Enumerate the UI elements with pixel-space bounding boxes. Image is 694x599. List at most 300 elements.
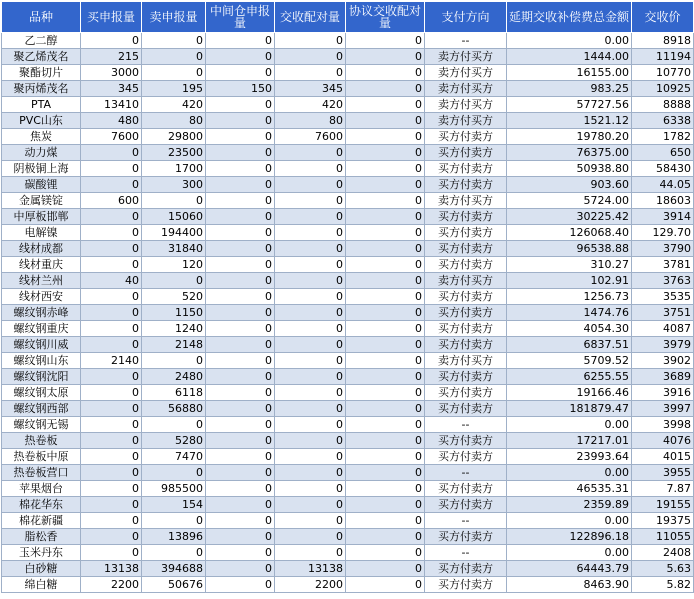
cell-buy-declared: 0 — [81, 385, 142, 401]
cell-sell-declared: 6118 — [142, 385, 206, 401]
cell-buy-declared: 0 — [81, 465, 142, 481]
cell-payment-direction: 买方付卖方 — [425, 561, 507, 577]
cell-matched: 0 — [275, 481, 346, 497]
cell-variety: 线材重庆 — [2, 257, 81, 273]
cell-delivery-price: 5.63 — [632, 561, 694, 577]
cell-intermediate-declared: 0 — [206, 449, 275, 465]
cell-matched: 0 — [275, 257, 346, 273]
cell-variety: 线材兰州 — [2, 273, 81, 289]
col-header-sell-declared: 卖申报量 — [142, 2, 206, 33]
cell-payment-direction: 买方付卖方 — [425, 433, 507, 449]
cell-sell-declared: 0 — [142, 465, 206, 481]
cell-payment-direction: 买方付卖方 — [425, 257, 507, 273]
table-row — [2, 305, 694, 321]
col-header-compensation-total: 延期交收补偿费总金额 — [507, 2, 632, 33]
cell-sell-declared: 0 — [142, 193, 206, 209]
table-row — [2, 177, 694, 193]
cell-variety: 线材成都 — [2, 241, 81, 257]
cell-buy-declared: 0 — [81, 529, 142, 545]
cell-sell-declared: 985500 — [142, 481, 206, 497]
cell-payment-direction: 买方付卖方 — [425, 241, 507, 257]
cell-intermediate-declared: 0 — [206, 513, 275, 529]
cell-matched: 345 — [275, 81, 346, 97]
cell-agreement-matched: 0 — [346, 241, 425, 257]
cell-delivery-price: 3902 — [632, 353, 694, 369]
cell-intermediate-declared: 0 — [206, 177, 275, 193]
cell-compensation-total: 0.00 — [507, 33, 632, 49]
cell-delivery-price: 58430 — [632, 161, 694, 177]
cell-delivery-price: 3689 — [632, 369, 694, 385]
cell-buy-declared: 0 — [81, 497, 142, 513]
cell-matched: 0 — [275, 145, 346, 161]
cell-matched: 0 — [275, 433, 346, 449]
table-row — [2, 289, 694, 305]
table-row — [2, 321, 694, 337]
table-row — [2, 33, 694, 49]
cell-compensation-total: 1521.12 — [507, 113, 632, 129]
cell-payment-direction: 买方付卖方 — [425, 209, 507, 225]
cell-agreement-matched: 0 — [346, 305, 425, 321]
cell-agreement-matched: 0 — [346, 161, 425, 177]
cell-matched: 0 — [275, 177, 346, 193]
cell-agreement-matched: 0 — [346, 561, 425, 577]
cell-variety: 螺纹钢无锡 — [2, 417, 81, 433]
cell-compensation-total: 64443.79 — [507, 561, 632, 577]
cell-compensation-total: 6837.51 — [507, 337, 632, 353]
cell-agreement-matched: 0 — [346, 273, 425, 289]
cell-agreement-matched: 0 — [346, 577, 425, 593]
cell-sell-declared: 1240 — [142, 321, 206, 337]
cell-buy-declared: 0 — [81, 33, 142, 49]
cell-delivery-price: 4015 — [632, 449, 694, 465]
cell-agreement-matched: 0 — [346, 289, 425, 305]
cell-intermediate-declared: 0 — [206, 161, 275, 177]
cell-intermediate-declared: 0 — [206, 385, 275, 401]
cell-compensation-total: 122896.18 — [507, 529, 632, 545]
cell-matched: 0 — [275, 321, 346, 337]
cell-payment-direction: 买方付卖方 — [425, 321, 507, 337]
table-row — [2, 417, 694, 433]
cell-delivery-price: 650 — [632, 145, 694, 161]
cell-variety: 螺纹钢西部 — [2, 401, 81, 417]
cell-sell-declared: 0 — [142, 65, 206, 81]
cell-buy-declared: 0 — [81, 289, 142, 305]
cell-matched: 0 — [275, 353, 346, 369]
cell-agreement-matched: 0 — [346, 81, 425, 97]
cell-buy-declared: 0 — [81, 337, 142, 353]
col-header-intermediate-declared: 中间仓申报量 — [206, 2, 275, 33]
cell-compensation-total: 8463.90 — [507, 577, 632, 593]
cell-payment-direction: 买方付卖方 — [425, 401, 507, 417]
cell-variety: 绵白糖 — [2, 577, 81, 593]
cell-agreement-matched: 0 — [346, 481, 425, 497]
cell-matched: 0 — [275, 193, 346, 209]
cell-delivery-price: 1782 — [632, 129, 694, 145]
cell-matched: 0 — [275, 369, 346, 385]
cell-payment-direction: 买方付卖方 — [425, 305, 507, 321]
table-row — [2, 529, 694, 545]
cell-buy-declared: 3000 — [81, 65, 142, 81]
cell-variety: 热卷板营口 — [2, 465, 81, 481]
cell-payment-direction: 卖方付买方 — [425, 97, 507, 113]
table-row — [2, 561, 694, 577]
cell-delivery-price: 44.05 — [632, 177, 694, 193]
cell-delivery-price: 3914 — [632, 209, 694, 225]
cell-intermediate-declared: 0 — [206, 545, 275, 561]
cell-compensation-total: 126068.40 — [507, 225, 632, 241]
cell-buy-declared: 40 — [81, 273, 142, 289]
cell-sell-declared: 23500 — [142, 145, 206, 161]
cell-intermediate-declared: 0 — [206, 353, 275, 369]
cell-sell-declared: 154 — [142, 497, 206, 513]
cell-compensation-total: 46535.31 — [507, 481, 632, 497]
cell-sell-declared: 420 — [142, 97, 206, 113]
cell-buy-declared: 0 — [81, 513, 142, 529]
cell-intermediate-declared: 0 — [206, 113, 275, 129]
cell-sell-declared: 7470 — [142, 449, 206, 465]
cell-intermediate-declared: 0 — [206, 97, 275, 113]
col-header-variety: 品种 — [2, 2, 81, 33]
cell-payment-direction: -- — [425, 33, 507, 49]
cell-sell-declared: 5280 — [142, 433, 206, 449]
cell-sell-declared: 50676 — [142, 577, 206, 593]
cell-agreement-matched: 0 — [346, 545, 425, 561]
cell-compensation-total: 310.27 — [507, 257, 632, 273]
table-row — [2, 385, 694, 401]
table-row — [2, 273, 694, 289]
header-row — [2, 2, 694, 33]
cell-payment-direction: 买方付卖方 — [425, 449, 507, 465]
cell-payment-direction: 买方付卖方 — [425, 225, 507, 241]
col-header-payment-direction: 支付方向 — [425, 2, 507, 33]
cell-intermediate-declared: 0 — [206, 65, 275, 81]
cell-compensation-total: 23993.64 — [507, 449, 632, 465]
cell-payment-direction: 卖方付买方 — [425, 193, 507, 209]
cell-intermediate-declared: 0 — [206, 305, 275, 321]
cell-matched: 0 — [275, 65, 346, 81]
cell-delivery-price: 3998 — [632, 417, 694, 433]
cell-buy-declared: 0 — [81, 433, 142, 449]
cell-matched: 420 — [275, 97, 346, 113]
cell-sell-declared: 195 — [142, 81, 206, 97]
cell-intermediate-declared: 0 — [206, 273, 275, 289]
cell-matched: 13138 — [275, 561, 346, 577]
cell-variety: 棉花华东 — [2, 497, 81, 513]
table-row — [2, 449, 694, 465]
cell-intermediate-declared: 0 — [206, 321, 275, 337]
table-row — [2, 257, 694, 273]
cell-payment-direction: 卖方付买方 — [425, 81, 507, 97]
cell-sell-declared: 0 — [142, 49, 206, 65]
cell-buy-declared: 7600 — [81, 129, 142, 145]
cell-compensation-total: 57727.56 — [507, 97, 632, 113]
cell-buy-declared: 0 — [81, 417, 142, 433]
cell-buy-declared: 0 — [81, 225, 142, 241]
cell-matched: 0 — [275, 305, 346, 321]
cell-delivery-price: 7.87 — [632, 481, 694, 497]
cell-sell-declared: 0 — [142, 513, 206, 529]
cell-payment-direction: -- — [425, 465, 507, 481]
cell-matched: 0 — [275, 161, 346, 177]
delivery-table — [1, 1, 694, 593]
cell-intermediate-declared: 0 — [206, 577, 275, 593]
cell-intermediate-declared: 0 — [206, 145, 275, 161]
cell-sell-declared: 0 — [142, 545, 206, 561]
col-header-delivery-price: 交收价 — [632, 2, 694, 33]
cell-agreement-matched: 0 — [346, 337, 425, 353]
cell-variety: 焦炭 — [2, 129, 81, 145]
cell-delivery-price: 3781 — [632, 257, 694, 273]
cell-delivery-price: 18603 — [632, 193, 694, 209]
cell-compensation-total: 5709.52 — [507, 353, 632, 369]
table-row — [2, 161, 694, 177]
cell-compensation-total: 0.00 — [507, 545, 632, 561]
cell-matched: 0 — [275, 529, 346, 545]
cell-sell-declared: 520 — [142, 289, 206, 305]
table-row — [2, 209, 694, 225]
cell-matched: 0 — [275, 465, 346, 481]
cell-buy-declared: 600 — [81, 193, 142, 209]
cell-compensation-total: 181879.47 — [507, 401, 632, 417]
cell-sell-declared: 0 — [142, 33, 206, 49]
cell-variety: 热卷板中原 — [2, 449, 81, 465]
cell-variety: 玉米丹东 — [2, 545, 81, 561]
cell-payment-direction: 卖方付买方 — [425, 273, 507, 289]
cell-buy-declared: 0 — [81, 177, 142, 193]
cell-delivery-price: 3997 — [632, 401, 694, 417]
cell-intermediate-declared: 0 — [206, 289, 275, 305]
cell-sell-declared: 80 — [142, 113, 206, 129]
cell-payment-direction: 买方付卖方 — [425, 481, 507, 497]
cell-compensation-total: 1444.00 — [507, 49, 632, 65]
cell-sell-declared: 300 — [142, 177, 206, 193]
cell-agreement-matched: 0 — [346, 193, 425, 209]
cell-buy-declared: 13138 — [81, 561, 142, 577]
table-row — [2, 193, 694, 209]
cell-compensation-total: 50938.80 — [507, 161, 632, 177]
cell-intermediate-declared: 0 — [206, 337, 275, 353]
cell-variety: 动力煤 — [2, 145, 81, 161]
cell-variety: 碳酸锂 — [2, 177, 81, 193]
cell-matched: 0 — [275, 209, 346, 225]
col-header-buy-declared: 买申报量 — [81, 2, 142, 33]
cell-compensation-total: 17217.01 — [507, 433, 632, 449]
table-row — [2, 97, 694, 113]
cell-compensation-total: 19166.46 — [507, 385, 632, 401]
cell-agreement-matched: 0 — [346, 65, 425, 81]
cell-payment-direction: 买方付卖方 — [425, 161, 507, 177]
cell-buy-declared: 345 — [81, 81, 142, 97]
cell-matched: 0 — [275, 449, 346, 465]
cell-intermediate-declared: 0 — [206, 481, 275, 497]
cell-variety: 金属镁锭 — [2, 193, 81, 209]
table-row — [2, 129, 694, 145]
cell-delivery-price: 3763 — [632, 273, 694, 289]
cell-payment-direction: 卖方付买方 — [425, 65, 507, 81]
cell-variety: 螺纹钢山东 — [2, 353, 81, 369]
cell-sell-declared: 1150 — [142, 305, 206, 321]
cell-sell-declared: 0 — [142, 353, 206, 369]
cell-variety: 电解镍 — [2, 225, 81, 241]
table-row — [2, 225, 694, 241]
cell-buy-declared: 0 — [81, 241, 142, 257]
cell-intermediate-declared: 0 — [206, 33, 275, 49]
cell-delivery-price: 11055 — [632, 529, 694, 545]
cell-intermediate-declared: 150 — [206, 81, 275, 97]
cell-intermediate-declared: 0 — [206, 401, 275, 417]
cell-intermediate-declared: 0 — [206, 529, 275, 545]
cell-agreement-matched: 0 — [346, 129, 425, 145]
cell-sell-declared: 29800 — [142, 129, 206, 145]
cell-buy-declared: 0 — [81, 305, 142, 321]
cell-agreement-matched: 0 — [346, 177, 425, 193]
cell-delivery-price: 2408 — [632, 545, 694, 561]
cell-intermediate-declared: 0 — [206, 497, 275, 513]
cell-variety: 脂松香 — [2, 529, 81, 545]
cell-delivery-price: 8918 — [632, 33, 694, 49]
cell-sell-declared: 2480 — [142, 369, 206, 385]
table-row — [2, 465, 694, 481]
cell-matched: 0 — [275, 289, 346, 305]
cell-variety: PTA — [2, 97, 81, 113]
cell-agreement-matched: 0 — [346, 449, 425, 465]
cell-delivery-price: 3751 — [632, 305, 694, 321]
cell-delivery-price: 8888 — [632, 97, 694, 113]
cell-delivery-price: 4087 — [632, 321, 694, 337]
cell-agreement-matched: 0 — [346, 401, 425, 417]
cell-sell-declared: 15060 — [142, 209, 206, 225]
cell-agreement-matched: 0 — [346, 497, 425, 513]
cell-sell-declared: 394688 — [142, 561, 206, 577]
cell-compensation-total: 19780.20 — [507, 129, 632, 145]
cell-payment-direction: 买方付卖方 — [425, 129, 507, 145]
cell-payment-direction: -- — [425, 513, 507, 529]
cell-variety: 棉花新疆 — [2, 513, 81, 529]
cell-agreement-matched: 0 — [346, 369, 425, 385]
cell-agreement-matched: 0 — [346, 257, 425, 273]
cell-compensation-total: 76375.00 — [507, 145, 632, 161]
cell-agreement-matched: 0 — [346, 33, 425, 49]
table-row — [2, 513, 694, 529]
cell-variety: 聚丙烯茂名 — [2, 81, 81, 97]
cell-intermediate-declared: 0 — [206, 465, 275, 481]
table-row — [2, 401, 694, 417]
table-row — [2, 113, 694, 129]
cell-matched: 0 — [275, 513, 346, 529]
table-row — [2, 241, 694, 257]
cell-intermediate-declared: 0 — [206, 209, 275, 225]
cell-variety: 热卷板 — [2, 433, 81, 449]
cell-payment-direction: 买方付卖方 — [425, 529, 507, 545]
cell-compensation-total: 0.00 — [507, 513, 632, 529]
cell-compensation-total: 5724.00 — [507, 193, 632, 209]
col-header-agreement-matched: 协议交收配对量 — [346, 2, 425, 33]
table-row — [2, 433, 694, 449]
cell-delivery-price: 5.82 — [632, 577, 694, 593]
cell-delivery-price: 10770 — [632, 65, 694, 81]
cell-payment-direction: 卖方付买方 — [425, 113, 507, 129]
cell-delivery-price: 3535 — [632, 289, 694, 305]
cell-agreement-matched: 0 — [346, 225, 425, 241]
cell-sell-declared: 31840 — [142, 241, 206, 257]
cell-compensation-total: 16155.00 — [507, 65, 632, 81]
cell-intermediate-declared: 0 — [206, 241, 275, 257]
cell-delivery-price: 4076 — [632, 433, 694, 449]
cell-agreement-matched: 0 — [346, 145, 425, 161]
cell-compensation-total: 903.60 — [507, 177, 632, 193]
cell-variety: PVC山东 — [2, 113, 81, 129]
cell-sell-declared: 120 — [142, 257, 206, 273]
cell-payment-direction: 买方付卖方 — [425, 497, 507, 513]
cell-variety: 聚酯切片 — [2, 65, 81, 81]
cell-buy-declared: 0 — [81, 161, 142, 177]
cell-agreement-matched: 0 — [346, 513, 425, 529]
table-row — [2, 497, 694, 513]
cell-compensation-total: 1256.73 — [507, 289, 632, 305]
cell-sell-declared: 194400 — [142, 225, 206, 241]
cell-buy-declared: 0 — [81, 145, 142, 161]
table-row — [2, 545, 694, 561]
cell-agreement-matched: 0 — [346, 385, 425, 401]
cell-agreement-matched: 0 — [346, 529, 425, 545]
cell-sell-declared: 13896 — [142, 529, 206, 545]
cell-intermediate-declared: 0 — [206, 225, 275, 241]
cell-sell-declared: 0 — [142, 417, 206, 433]
cell-delivery-price: 3916 — [632, 385, 694, 401]
cell-buy-declared: 0 — [81, 321, 142, 337]
cell-payment-direction: -- — [425, 545, 507, 561]
cell-payment-direction: 买方付卖方 — [425, 177, 507, 193]
cell-compensation-total: 96538.88 — [507, 241, 632, 257]
cell-variety: 螺纹钢太原 — [2, 385, 81, 401]
cell-agreement-matched: 0 — [346, 49, 425, 65]
cell-delivery-price: 19155 — [632, 497, 694, 513]
cell-payment-direction: -- — [425, 417, 507, 433]
cell-intermediate-declared: 0 — [206, 369, 275, 385]
cell-matched: 0 — [275, 225, 346, 241]
cell-matched: 0 — [275, 49, 346, 65]
cell-buy-declared: 2140 — [81, 353, 142, 369]
cell-compensation-total: 102.91 — [507, 273, 632, 289]
cell-payment-direction: 买方付卖方 — [425, 385, 507, 401]
cell-matched: 0 — [275, 33, 346, 49]
cell-intermediate-declared: 0 — [206, 257, 275, 273]
cell-variety: 螺纹钢赤峰 — [2, 305, 81, 321]
cell-compensation-total: 0.00 — [507, 465, 632, 481]
cell-intermediate-declared: 0 — [206, 49, 275, 65]
cell-payment-direction: 买方付卖方 — [425, 145, 507, 161]
cell-payment-direction: 卖方付买方 — [425, 49, 507, 65]
cell-compensation-total: 1474.76 — [507, 305, 632, 321]
cell-agreement-matched: 0 — [346, 321, 425, 337]
cell-matched: 0 — [275, 273, 346, 289]
cell-sell-declared: 56880 — [142, 401, 206, 417]
cell-delivery-price: 3790 — [632, 241, 694, 257]
cell-variety: 线材西安 — [2, 289, 81, 305]
cell-variety: 螺纹钢重庆 — [2, 321, 81, 337]
cell-buy-declared: 0 — [81, 369, 142, 385]
cell-payment-direction: 买方付卖方 — [425, 337, 507, 353]
cell-matched: 0 — [275, 385, 346, 401]
table-row — [2, 353, 694, 369]
cell-variety: 阴极铜上海 — [2, 161, 81, 177]
cell-compensation-total: 4054.30 — [507, 321, 632, 337]
cell-compensation-total: 0.00 — [507, 417, 632, 433]
cell-intermediate-declared: 0 — [206, 417, 275, 433]
cell-variety: 中厚板邯郸 — [2, 209, 81, 225]
cell-payment-direction: 买方付卖方 — [425, 577, 507, 593]
cell-intermediate-declared: 0 — [206, 193, 275, 209]
